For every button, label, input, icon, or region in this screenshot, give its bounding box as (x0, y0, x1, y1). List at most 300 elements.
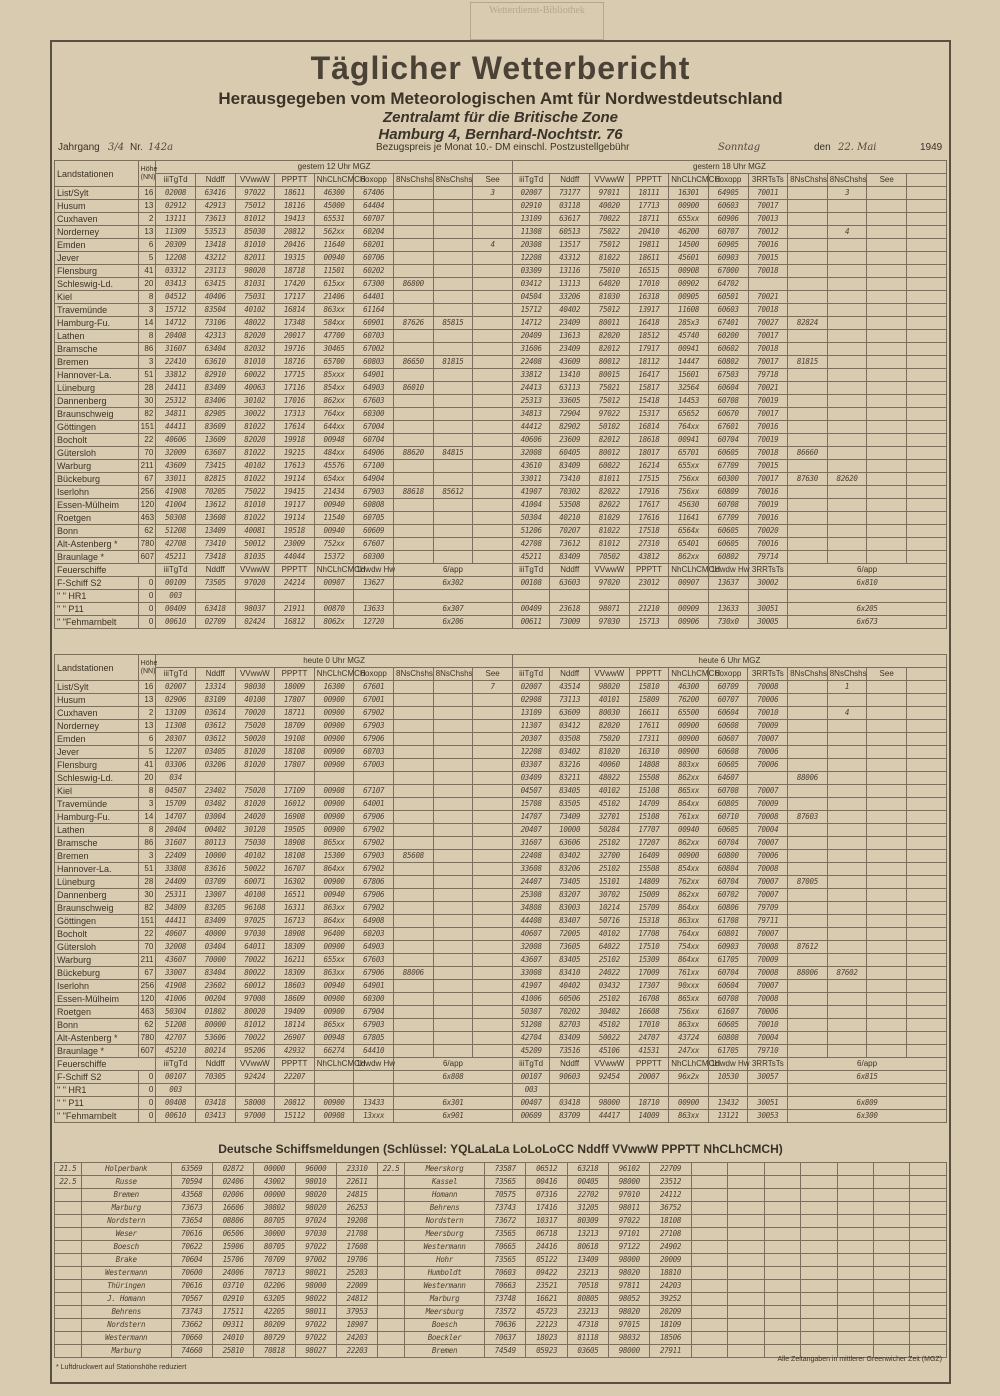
obs-cell: 98030 (235, 681, 275, 694)
obs-cell: 83409 (550, 1032, 590, 1045)
obs-cell: 615xx (314, 278, 354, 291)
obs-cell (473, 746, 513, 759)
ship-cell: 18907 (336, 1319, 377, 1332)
obs-cell: 4 (827, 226, 867, 239)
ship-name: Westermann (81, 1267, 171, 1280)
ship-cell: 63569 (171, 1163, 212, 1176)
obs-cell: 17715 (275, 369, 315, 382)
ship-cell: 98021 (295, 1267, 336, 1280)
ship-cell: 24812 (336, 1293, 377, 1306)
lightship-row (55, 590, 947, 603)
obs-cell (788, 512, 828, 525)
obs-cell: 63404 (195, 343, 235, 356)
ship-cell-blank (728, 1293, 764, 1306)
obs-cell: 863xx (669, 1019, 709, 1032)
obs-cell: 95206 (235, 1045, 275, 1058)
ship-cell: 80705 (254, 1215, 295, 1228)
obs-cell: 25308 (512, 889, 549, 902)
station-height: 6 (138, 239, 156, 252)
obs-cell (394, 421, 434, 434)
obs-cell: 60602 (708, 343, 748, 356)
obs-cell-blank (906, 1032, 946, 1045)
obs-cell: 00900 (669, 200, 709, 213)
office-line: Zentralamt für die Britische Zone (382, 109, 619, 126)
station-row (55, 1019, 947, 1032)
obs-cell: 50716 (589, 915, 629, 928)
obs-cell: 730x0 (708, 616, 748, 629)
obs-cell: 19108 (275, 733, 315, 746)
obs-cell (827, 902, 867, 915)
column-header: Nddff (550, 668, 590, 681)
obs-cell: 863xx (314, 304, 354, 317)
obs-cell: 13007 (195, 889, 235, 902)
station-row (55, 395, 947, 408)
column-header: VVwwW (235, 174, 275, 187)
ship-cell-blank (873, 1215, 909, 1228)
obs-cell: 16814 (629, 421, 669, 434)
obs-cell (827, 837, 867, 850)
ship-cell: 23512 (650, 1176, 691, 1189)
obs-cell: 50304 (512, 512, 549, 525)
obs-cell: 40020 (590, 200, 630, 213)
obs-cell: 18611 (275, 187, 315, 200)
column-header: iiiTgTd (156, 668, 196, 681)
station-height: 70 (138, 941, 156, 954)
obs-cell: 00900 (669, 733, 709, 746)
station-name: Travemünde (55, 304, 139, 317)
obs-cell: 60802 (708, 551, 748, 564)
obs-cell: 22408 (512, 356, 549, 369)
obs-cell (473, 928, 513, 941)
station-height: 3 (138, 850, 156, 863)
obs-cell: 60603 (708, 304, 748, 317)
column-header: PPPTT (629, 564, 669, 577)
obs-cell: 03402 (195, 798, 235, 811)
obs-cell-blank (906, 850, 946, 863)
ship-cell (55, 1215, 82, 1228)
obs-cell-blank (867, 746, 907, 759)
obs-cell: 40100 (235, 889, 275, 902)
ship-report-row (55, 1215, 947, 1228)
obs-cell: 67000 (708, 265, 748, 278)
obs-cell (827, 759, 867, 772)
obs-cell: 73418 (195, 551, 235, 564)
obs-cell (433, 928, 473, 941)
obs-cell: 00870 (314, 603, 354, 616)
ship-cell-blank (837, 1267, 873, 1280)
obs-cell-blank (867, 239, 907, 252)
obs-cell: 15108 (629, 811, 669, 824)
lightship-name: " "Fehmarnbelt (55, 616, 139, 629)
obs-cell: 64905 (708, 187, 748, 200)
ship-cell: 18506 (650, 1332, 691, 1345)
obs-cell: 60608 (708, 746, 748, 759)
obs-cell-blank (867, 252, 907, 265)
obs-cell (788, 265, 828, 278)
publisher-line: Herausgegeben vom Meteorologischen Amt für Nordwestdeutschland (218, 89, 783, 108)
ship-cell: 26253 (336, 1202, 377, 1215)
obs-cell: 80011 (590, 317, 630, 330)
obs-cell: 48022 (589, 772, 629, 785)
obs-cell: 83407 (550, 915, 590, 928)
column-header: NhCLhCMCH (314, 174, 354, 187)
obs-cell: 16515 (629, 265, 669, 278)
obs-cell: 67903 (354, 720, 394, 733)
observations-block-today (54, 654, 947, 1123)
obs-cell: 25311 (156, 889, 196, 902)
obs-cell (394, 915, 434, 928)
obs-cell: 17010 (629, 1019, 669, 1032)
obs-cell: 40606 (512, 434, 549, 447)
obs-cell: 20408 (156, 330, 196, 343)
obs-cell (433, 304, 473, 317)
obs-cell: 60200 (708, 330, 748, 343)
station-row (55, 434, 947, 447)
obs-cell: 73410 (195, 538, 235, 551)
obs-cell: 70017 (748, 473, 788, 486)
station-name: Roetgen (55, 1006, 139, 1019)
obs-cell (827, 213, 867, 226)
obs-cell (473, 512, 513, 525)
obs-cell (433, 460, 473, 473)
obs-cell (788, 902, 828, 915)
obs-cell: 63606 (550, 837, 590, 850)
obs-cell: 6x808 (394, 1071, 513, 1084)
obs-cell (394, 590, 513, 603)
obs-cell: 70004 (748, 824, 788, 837)
ship-cell: 70660 (171, 1332, 212, 1345)
obs-cell: 19415 (275, 486, 315, 499)
ship-cell-blank (873, 1228, 909, 1241)
obs-cell-blank (867, 720, 907, 733)
obs-cell: 03404 (195, 941, 235, 954)
obs-cell: 03413 (156, 278, 196, 291)
obs-cell (827, 798, 867, 811)
obs-cell: 00900 (314, 798, 354, 811)
obs-cell: 17116 (275, 382, 315, 395)
obs-cell-blank (907, 460, 947, 473)
ship-cell: 23213 (567, 1267, 608, 1280)
section-title: gestern 12 Uhr MGZ (156, 161, 513, 174)
obs-cell: 83504 (195, 304, 235, 317)
column-header-row (55, 174, 947, 187)
obs-cell (827, 811, 867, 824)
obs-cell (473, 876, 513, 889)
station-row (55, 876, 947, 889)
obs-cell: 30053 (748, 1110, 788, 1123)
obs-cell: 83216 (550, 759, 590, 772)
obs-cell: 70021 (748, 382, 788, 395)
ship-cell: 43002 (254, 1176, 295, 1189)
obs-cell: 67709 (708, 460, 748, 473)
station-name: Bramsche (55, 343, 139, 356)
obs-cell: 40402 (550, 304, 590, 317)
obs-cell: 33008 (512, 967, 549, 980)
lightship-name: " "Fehmarnbelt (55, 1110, 139, 1123)
station-name: Essen-Mülheim (55, 499, 139, 512)
obs-cell: 79710 (748, 1045, 788, 1058)
issue-year: 1949 (920, 142, 943, 153)
station-height: 67 (138, 967, 156, 980)
obs-cell (473, 824, 513, 837)
obs-cell (473, 798, 513, 811)
ship-cell (378, 1176, 405, 1189)
obs-cell: 70000 (195, 954, 235, 967)
obs-cell-blank (906, 811, 946, 824)
station-name: List/Sylt (55, 681, 139, 694)
obs-cell: 18716 (275, 356, 315, 369)
obs-cell (433, 876, 473, 889)
obs-cell: 00900 (669, 850, 709, 863)
obs-cell: 13633 (708, 603, 748, 616)
obs-cell-blank (907, 382, 947, 395)
obs-cell-blank (867, 538, 907, 551)
obs-cell (748, 1084, 788, 1097)
obs-cell: 88006 (394, 967, 434, 980)
obs-cell: 40102 (589, 785, 629, 798)
obs-cell (473, 993, 513, 1006)
obs-cell: 75020 (235, 785, 275, 798)
obs-cell: 01802 (195, 1006, 235, 1019)
ship-cell: 70604 (171, 1254, 212, 1267)
obs-cell (473, 447, 513, 460)
ship-cell: 80729 (254, 1332, 295, 1345)
obs-cell: 6x673 (788, 616, 947, 629)
ship-cell-blank (873, 1241, 909, 1254)
obs-cell: 14707 (156, 811, 196, 824)
obs-cell (827, 941, 867, 954)
obs-cell: 63609 (550, 707, 590, 720)
obs-cell: 20409 (512, 330, 549, 343)
obs-cell: 003 (156, 590, 196, 603)
lightship-row (55, 577, 947, 590)
obs-cell: 83404 (195, 967, 235, 980)
landstationen-header: Landstationen (55, 161, 139, 187)
station-name: Essen-Mülheim (55, 993, 139, 1006)
obs-cell: 83409 (195, 382, 235, 395)
obs-cell: 70016 (748, 421, 788, 434)
ship-cell: 22009 (336, 1280, 377, 1293)
station-name: Göttingen (55, 421, 139, 434)
obs-cell: 98037 (235, 603, 275, 616)
obs-cell-blank (907, 200, 947, 213)
obs-cell: 15418 (629, 395, 669, 408)
ship-cell: 73587 (485, 1163, 526, 1176)
obs-cell-blank (867, 889, 907, 902)
station-name: Bonn (55, 525, 139, 538)
lightship-height: 0 (138, 603, 156, 616)
obs-cell: 003 (512, 1084, 549, 1097)
ship-report-row (55, 1293, 947, 1306)
obs-cell: 16814 (275, 304, 315, 317)
station-name: Jever (55, 252, 139, 265)
obs-cell (788, 278, 828, 291)
obs-cell: 67603 (354, 395, 394, 408)
obs-cell: 80022 (235, 967, 275, 980)
obs-cell: 85815 (433, 317, 473, 330)
obs-cell: 17807 (275, 694, 315, 707)
obs-cell: 764xx (669, 928, 709, 941)
obs-cell: 60708 (708, 499, 748, 512)
obs-cell (788, 369, 828, 382)
obs-cell: 60709 (708, 681, 748, 694)
station-row (55, 889, 947, 902)
ship-cell: 15906 (212, 1241, 253, 1254)
ship-cell: 70637 (485, 1332, 526, 1345)
ship-cell: 06506 (212, 1228, 253, 1241)
obs-cell: 98071 (590, 603, 630, 616)
obs-cell-blank (867, 837, 907, 850)
obs-cell: 15810 (629, 681, 669, 694)
obs-cell: 11308 (156, 720, 196, 733)
ship-cell: 42205 (254, 1306, 295, 1319)
obs-cell (748, 278, 788, 291)
station-name: Bremen (55, 356, 139, 369)
obs-cell-blank (906, 1019, 946, 1032)
obs-cell-blank (867, 278, 907, 291)
obs-cell: 13109 (512, 707, 549, 720)
station-height: 13 (138, 226, 156, 239)
obs-cell: 17207 (629, 837, 669, 850)
obs-cell: 67902 (354, 837, 394, 850)
column-header: Nddff (550, 564, 590, 577)
ship-cell (55, 1345, 82, 1358)
den-label: den (814, 142, 831, 153)
feuerschiffe-header-row (55, 564, 947, 577)
obs-cell: 864xx (314, 863, 354, 876)
obs-cell: 67601 (354, 681, 394, 694)
ship-cell: 98000 (609, 1254, 650, 1267)
obs-cell (788, 889, 828, 902)
obs-cell: 96108 (235, 902, 275, 915)
obs-cell: 67002 (354, 343, 394, 356)
obs-cell (433, 980, 473, 993)
obs-cell (394, 200, 434, 213)
obs-cell: 13433 (354, 1097, 394, 1110)
ship-cell: 17511 (212, 1306, 253, 1319)
ship-name: Boeckler (404, 1332, 484, 1345)
obs-cell-blank (867, 863, 907, 876)
ship-cell-blank (728, 1319, 764, 1332)
obs-cell: 12208 (156, 252, 196, 265)
obs-cell: 50307 (512, 1006, 549, 1019)
column-header: VVwwW (589, 1058, 629, 1071)
obs-cell: 88006 (788, 772, 828, 785)
station-height: 2 (138, 213, 156, 226)
station-name: Gütersloh (55, 941, 139, 954)
obs-cell: 70006 (748, 694, 788, 707)
station-row (55, 746, 947, 759)
obs-cell: 97000 (235, 993, 275, 1006)
obs-cell: 00610 (156, 616, 196, 629)
obs-cell-blank (867, 447, 907, 460)
ship-cell-blank (837, 1163, 873, 1176)
ship-name: Weser (81, 1228, 171, 1241)
footnote-pressure: * Luftdruckwert auf Stationshöhe reduziert (56, 1364, 187, 1371)
hoehe-header: Höhe (NN) (138, 161, 156, 187)
column-header: NhCLhCMCH (314, 564, 354, 577)
obs-cell (788, 759, 828, 772)
obs-cell: 14009 (629, 1110, 669, 1123)
ship-name: Westermann (81, 1332, 171, 1345)
station-row (55, 421, 947, 434)
obs-cell: 73516 (550, 1045, 590, 1058)
obs-cell: 80030 (589, 707, 629, 720)
ship-cell: 98000 (609, 1176, 650, 1189)
obs-cell: 24022 (589, 967, 629, 980)
obs-cell-blank (906, 876, 946, 889)
ship-cell (378, 1189, 405, 1202)
station-row (55, 1032, 947, 1045)
obs-cell-blank (906, 889, 946, 902)
obs-cell-blank (907, 239, 947, 252)
obs-cell: 03402 (550, 850, 590, 863)
lightship-row (55, 1097, 947, 1110)
ship-cell: 24112 (650, 1189, 691, 1202)
obs-cell: 82620 (827, 473, 867, 486)
ship-cell: 98000 (609, 1345, 650, 1358)
station-height: 62 (138, 525, 156, 538)
obs-cell: 81022 (235, 512, 275, 525)
ship-name: Homann (404, 1189, 484, 1202)
station-name: Iserlohn (55, 980, 139, 993)
obs-cell: 17613 (275, 460, 315, 473)
obs-cell: 70016 (748, 512, 788, 525)
ship-cell-blank (910, 1241, 947, 1254)
station-height: 22 (138, 434, 156, 447)
obs-cell: 70007 (748, 837, 788, 850)
ship-cell: 15706 (212, 1254, 253, 1267)
column-header: iiiTgTd (156, 564, 196, 577)
obs-cell: 03418 (195, 1097, 235, 1110)
ship-cell-blank (691, 1345, 727, 1358)
ship-cell-blank (728, 1345, 764, 1358)
obs-cell: 865xx (669, 785, 709, 798)
obs-cell: 04504 (512, 291, 549, 304)
obs-cell (827, 499, 867, 512)
station-row (55, 798, 947, 811)
obs-cell-blank (867, 902, 907, 915)
obs-cell: 854xx (669, 863, 709, 876)
obs-cell (433, 525, 473, 538)
obs-cell: 92454 (589, 1071, 629, 1084)
obs-cell (473, 200, 513, 213)
obs-cell: 60609 (354, 525, 394, 538)
obs-cell: 70007 (748, 876, 788, 889)
obs-cell (827, 330, 867, 343)
obs-cell: 15708 (512, 798, 549, 811)
obs-cell: 863xx (314, 902, 354, 915)
obs-cell (827, 863, 867, 876)
obs-cell (827, 291, 867, 304)
obs-cell (394, 876, 434, 889)
obs-cell: 64901 (354, 980, 394, 993)
obs-cell: 45630 (669, 499, 709, 512)
obs-cell: 43514 (550, 681, 590, 694)
obs-cell: 6x810 (788, 577, 947, 590)
obs-cell: 18309 (275, 941, 315, 954)
station-name: Dannenberg (55, 889, 139, 902)
column-header: iiiTgTd (512, 668, 549, 681)
obs-cell: 16511 (275, 889, 315, 902)
obs-cell: 70006 (748, 850, 788, 863)
column-header: PPPTT (275, 174, 315, 187)
ship-cell-blank (691, 1293, 727, 1306)
obs-cell: 60707 (354, 213, 394, 226)
obs-cell: 18618 (629, 434, 669, 447)
obs-cell: 97020 (235, 577, 275, 590)
obs-cell: 32008 (156, 941, 196, 954)
